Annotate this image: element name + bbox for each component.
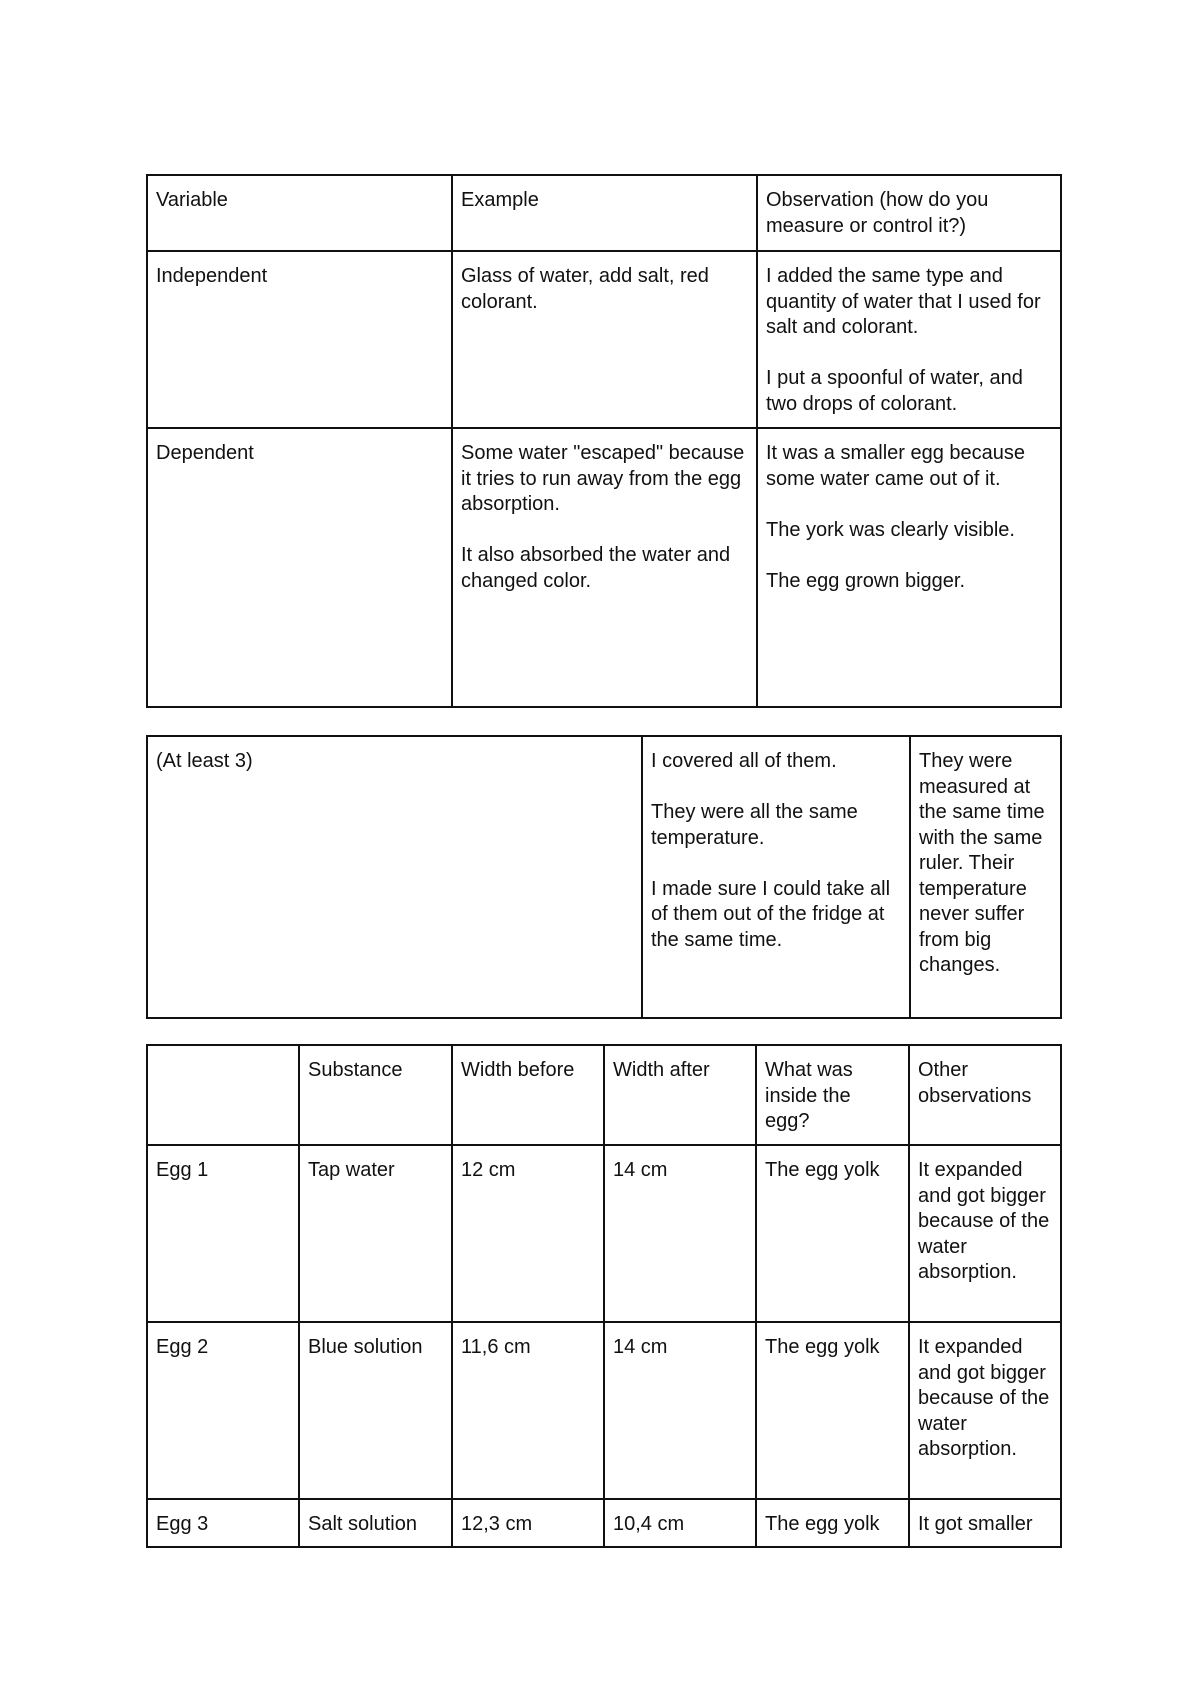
controlled-measure-1: I covered all of them. [651, 750, 837, 772]
header-substance: Substance [299, 1045, 452, 1145]
independent-observation-2: I put a spoonful of water, and two drops of colorant. [766, 367, 1023, 415]
width-before-cell: 12 cm [452, 1145, 604, 1322]
egg-label: Egg 1 [147, 1145, 299, 1322]
width-after-cell: 14 cm [604, 1145, 756, 1322]
results-table [146, 1044, 1062, 1548]
variables-header-row [147, 175, 1061, 251]
controlled-variables-table [146, 735, 1062, 1019]
controlled-measure-2: They were all the same temperature. [651, 801, 858, 849]
egg-label: Egg 2 [147, 1322, 299, 1499]
inside-cell: The egg yolk [756, 1322, 909, 1499]
substance-cell: Blue solution [299, 1322, 452, 1499]
header-egg [147, 1045, 299, 1145]
independent-observation [757, 251, 1061, 428]
width-after-cell: 10,4 cm [604, 1499, 756, 1547]
dependent-observation-2: The york was clearly visible. [766, 518, 1015, 541]
controlled-label: (At least 3) [147, 736, 642, 1018]
dependent-variable: Dependent [147, 428, 452, 707]
inside-cell: The egg yolk [756, 1145, 909, 1322]
other-observations-cell: It got smaller [909, 1499, 1061, 1547]
independent-row [147, 251, 1061, 428]
substance-cell: Salt solution [299, 1499, 452, 1547]
table-row [147, 1322, 1061, 1499]
independent-example-text: Glass of water, add salt, red colorant. [461, 265, 709, 313]
header-observation: Observation (how do you measure or control it?) [757, 175, 1061, 251]
width-after-cell: 14 cm [604, 1322, 756, 1499]
header-other: Other observations [909, 1045, 1061, 1145]
dependent-observation [757, 428, 1061, 707]
inside-cell: The egg yolk [756, 1499, 909, 1547]
dependent-example [452, 428, 757, 707]
width-before-cell: 12,3 cm [452, 1499, 604, 1547]
independent-variable: Independent [147, 251, 452, 428]
table-row [147, 1145, 1061, 1322]
header-variable: Variable [147, 175, 452, 251]
other-observations-cell: It expanded and got bigger because of the water absorption. [909, 1322, 1061, 1499]
header-width-before: Width before [452, 1045, 604, 1145]
controlled-row [147, 736, 1061, 1018]
egg-label: Egg 3 [147, 1499, 299, 1547]
width-before-cell: 11,6 cm [452, 1322, 604, 1499]
dependent-row [147, 428, 1061, 707]
independent-observation-1: I added the same type and quantity of water that I used for salt and colorant. [766, 265, 1041, 338]
controlled-measure-3: I made sure I could take all of them out of the fridge at the same time. [651, 877, 891, 951]
table-row [147, 1499, 1061, 1547]
controlled-measures [642, 736, 910, 1018]
variables-table [146, 174, 1062, 708]
header-example: Example [452, 175, 757, 251]
controlled-notes: They were measured at the same time with the same ruler. Their temperature never suffer from big changes. [910, 736, 1061, 1018]
results-header-row [147, 1045, 1061, 1145]
dependent-example-1: Some water "escaped" because it tries to run away from the egg absorption. [461, 442, 745, 515]
dependent-example-2: It also absorbed the water and changed color. [461, 544, 731, 592]
independent-example [452, 251, 757, 428]
header-width-after: Width after [604, 1045, 756, 1145]
header-inside: What was inside the egg? [756, 1045, 909, 1145]
dependent-observation-1: It was a smaller egg because some water came out of it. [766, 442, 1026, 490]
dependent-observation-3: The egg grown bigger. [766, 569, 966, 592]
substance-cell: Tap water [299, 1145, 452, 1322]
other-observations-cell: It expanded and got bigger because of the water absorption. [909, 1145, 1061, 1322]
